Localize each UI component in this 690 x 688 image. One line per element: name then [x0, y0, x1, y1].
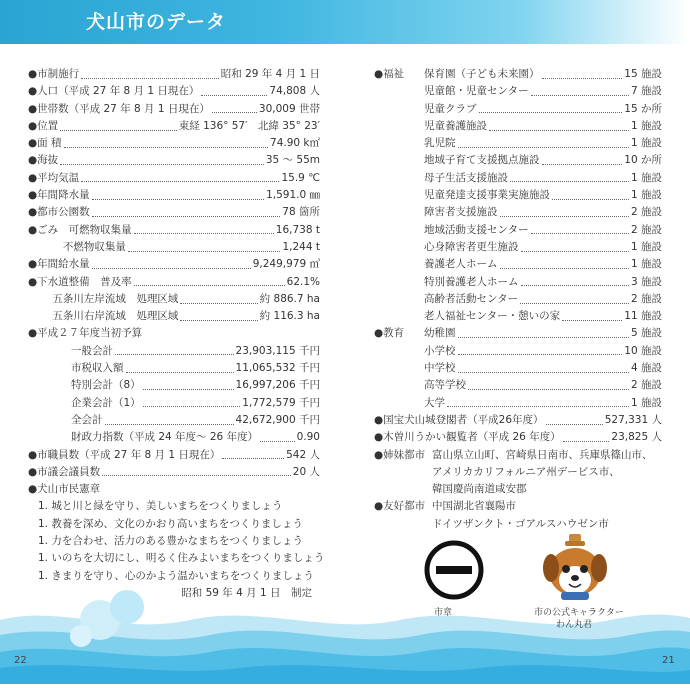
- welfare-row: [374, 239, 662, 256]
- sister-line: 富山県立山町、宮崎県日南市、兵庫県篠山市、: [432, 448, 653, 461]
- leader-dots: [92, 198, 264, 200]
- stat-row-value: 35 ～ 55m: [265, 154, 320, 167]
- leader-dots: [521, 284, 629, 286]
- leader-dots: [143, 388, 234, 390]
- visitor-row: [374, 429, 662, 446]
- welfare-row-value: 7 施設: [630, 85, 662, 98]
- stat-row-label: ●人口（平成 27 年 8 月 1 日現在）: [28, 85, 200, 98]
- seal-label: 市章: [434, 608, 453, 618]
- budget-title: ●平成２７年度当初予算: [28, 327, 143, 340]
- education-row: [374, 395, 662, 412]
- leader-dots: [115, 353, 234, 355]
- welfare-row: [374, 222, 662, 239]
- leader-dots: [542, 77, 623, 79]
- page-title: 犬山市のデータ: [86, 11, 227, 33]
- charter-line: 1. いのちを大切にし、明るく住みよいまちをつくりましょう: [38, 552, 325, 565]
- budget-row: [28, 343, 320, 360]
- budget-row: [28, 395, 320, 412]
- leader-dots: [180, 302, 257, 304]
- stat-row: [28, 239, 320, 256]
- stat-row: [28, 308, 320, 325]
- welfare-row: [374, 308, 662, 325]
- visitor-row: [374, 412, 662, 429]
- leader-dots: [458, 146, 629, 148]
- leader-dots: [562, 319, 622, 321]
- welfare-row-value: 10 か所: [624, 154, 662, 167]
- leader-dots: [212, 111, 257, 113]
- staff-row-value: 20 人: [292, 465, 320, 478]
- education-label: ●教育: [374, 327, 405, 340]
- welfare-row-label: 養護老人ホーム: [424, 258, 498, 271]
- stat-row-label: ●面 積: [28, 137, 62, 150]
- leader-dots: [500, 267, 629, 269]
- leader-dots: [521, 250, 629, 252]
- stat-row-label: ●海抜: [28, 154, 59, 167]
- education-row-value: 4 施設: [630, 362, 662, 375]
- leader-dots: [64, 146, 269, 148]
- leader-dots: [500, 215, 629, 217]
- budget-row: [28, 429, 320, 446]
- visitor-row-label: ●木曽川うかい観覧者（平成 26 年度）: [374, 431, 561, 444]
- stat-row-label: ●世帯数（平成 27 年 8 月 1 日現在）: [28, 102, 210, 115]
- stat-row-label: 不燃物収集量: [28, 240, 126, 253]
- welfare-row-label: 児童館・児童センター: [424, 85, 529, 98]
- bubble-decoration: [110, 590, 144, 624]
- budget-row: [28, 412, 320, 429]
- budget-row: [28, 360, 320, 377]
- welfare-row: [374, 204, 662, 221]
- leader-dots: [128, 250, 281, 252]
- stat-row-label: ●平均気温: [28, 171, 80, 184]
- page-number-right: 21: [662, 655, 675, 666]
- welfare-row-label: 障害者支援施設: [424, 206, 498, 219]
- stat-row-value: 約 116.3 ha: [259, 310, 320, 323]
- stat-row-value: 9,249,979 ㎥: [252, 258, 320, 271]
- stat-row-label: 五条川右岸流域 処理区域: [28, 310, 179, 323]
- stat-row-value: 62.1%: [286, 275, 320, 288]
- welfare-row-value: 2 施設: [630, 223, 662, 236]
- welfare-row-value: 1 施設: [630, 119, 662, 132]
- friend-line: ドイツザンクト・ゴアルスハウゼン市: [432, 517, 609, 530]
- welfare-row-label: 保育園（子ども未来園）: [424, 68, 540, 80]
- staff-row: [28, 464, 320, 481]
- welfare-row-value: 15 か所: [624, 102, 662, 115]
- staff-row-value: 542 人: [286, 448, 320, 461]
- stat-row-value: 74,808 人: [269, 85, 320, 98]
- budget-row-value: 16,997,206 千円: [235, 379, 320, 392]
- stat-row-value: 東経 136° 57′ 北緯 35° 23′: [178, 119, 320, 132]
- welfare-row-value: 3 施設: [630, 275, 662, 288]
- leader-dots: [479, 111, 623, 113]
- leader-dots: [489, 129, 629, 131]
- charter-line: 1. きまりを守り、心のかよう温かいまちをつくりましょう: [38, 569, 314, 582]
- stat-row-value: 1,244 t: [282, 240, 320, 253]
- welfare-row-label: 特別養護老人ホーム: [424, 275, 519, 288]
- leader-dots: [458, 353, 623, 355]
- charter-date: 昭和 59 年 4 月 1 日 制定: [181, 586, 312, 599]
- bubble-decoration: [70, 625, 92, 647]
- education-row-value: 10 施設: [624, 344, 662, 357]
- leader-dots: [563, 440, 610, 442]
- charter-title: ●犬山市民憲章: [28, 483, 101, 496]
- education-row-label: 高等学校: [424, 379, 466, 392]
- staff-row-label: ●市議会議員数: [28, 465, 101, 478]
- welfare-row-value: 15 施設: [624, 68, 662, 80]
- sister-cities: [374, 447, 662, 464]
- visitor-row-label: ●国宝犬山城登閣者（平成26年度）: [374, 413, 544, 426]
- charter-line: 1. 教養を深め、文化のかおり高いまちをつくりましょう: [38, 517, 303, 530]
- welfare-row-label: 高齢者活動センター: [424, 292, 519, 305]
- leader-dots: [222, 457, 284, 459]
- leader-dots: [458, 371, 629, 373]
- leader-dots: [134, 232, 274, 234]
- leader-dots: [105, 423, 234, 425]
- leader-dots: [552, 198, 629, 200]
- leader-dots: [510, 180, 629, 182]
- staff-row-label: ●市職員数（平成 27 年 8 月 1 日現在）: [28, 448, 221, 461]
- leader-dots: [542, 163, 623, 165]
- welfare-row-label: 児童養護施設: [424, 119, 487, 132]
- stat-row-label: ●都市公園数: [28, 206, 90, 219]
- welfare-label: ●福祉: [374, 68, 405, 80]
- stat-row-value: 74.90 k㎡: [270, 137, 320, 150]
- welfare-row: [374, 152, 662, 169]
- welfare-row-value: 1 施設: [630, 171, 662, 184]
- right-column: [374, 66, 662, 533]
- stat-row: [28, 187, 320, 204]
- leader-dots: [126, 371, 234, 373]
- education-row-label: 大学: [424, 396, 445, 409]
- leader-dots: [81, 77, 219, 79]
- stat-row-value: 約 886.7 ha: [259, 292, 320, 305]
- stat-row: [28, 291, 320, 308]
- page-number-left: 22: [14, 655, 27, 666]
- stat-row-value: 1,591.0 ㎜: [266, 189, 320, 202]
- welfare-row-label: 地域子育て支援拠点施設: [424, 154, 540, 167]
- staff-row: [28, 447, 320, 464]
- stat-row: [28, 135, 320, 152]
- visitor-row-value: 527,331 人: [604, 413, 662, 426]
- mascot-label: 市の公式キャラクター: [534, 608, 624, 618]
- leader-dots: [60, 163, 264, 165]
- stat-row: [28, 101, 320, 118]
- charter-line: 1. 城と川と緑を守り、美しいまちをつくりましょう: [38, 500, 283, 513]
- stat-row-label: ●ごみ 可燃物収集量: [28, 223, 132, 236]
- stat-row: [28, 274, 320, 291]
- budget-row-label: 全会計: [71, 413, 103, 426]
- education-row-value: 1 施設: [630, 396, 662, 409]
- welfare-row: [374, 187, 662, 204]
- leader-dots: [143, 405, 241, 407]
- stat-row-value: 16,738 t: [275, 223, 320, 236]
- city-seal-icon: [424, 540, 484, 600]
- stat-row-value: 30,009 世帯: [258, 102, 320, 115]
- friend-cities: [374, 498, 662, 515]
- sister-line: アメリカカリフォルニア州デービス市、: [432, 465, 620, 478]
- leader-dots: [180, 319, 257, 321]
- leader-dots: [546, 423, 603, 425]
- budget-row: [28, 377, 320, 394]
- leader-dots: [134, 284, 285, 286]
- stat-row-label: ●下水道整備 普及率: [28, 275, 132, 288]
- stat-row-label: 五条川左岸流域 処理区域: [28, 292, 179, 305]
- education-row-value: 5 施設: [630, 327, 662, 340]
- welfare-row-value: 1 施設: [630, 240, 662, 253]
- budget-row-label: 財政力指数（平成 24 年度～ 26 年度）: [71, 431, 259, 444]
- stat-row: [28, 152, 320, 169]
- budget-row-label: 企業会計（1）: [71, 396, 141, 409]
- stat-row: [28, 83, 320, 100]
- stat-row: [28, 222, 320, 239]
- budget-row-value: 42,672,900 千円: [235, 413, 320, 426]
- education-row: [374, 377, 662, 394]
- stat-row-value: 昭和 29 年 4 月 1 日: [220, 68, 320, 80]
- stat-row-value: 15.9 ℃: [281, 171, 320, 184]
- stat-row: [28, 256, 320, 273]
- welfare-row-value: 1 施設: [630, 137, 662, 150]
- stat-row: [28, 204, 320, 221]
- welfare-row: [374, 83, 662, 100]
- welfare-row-value: 2 施設: [630, 292, 662, 305]
- leader-dots: [102, 474, 291, 476]
- welfare-row-label: 児童発達支援事業実施施設: [424, 189, 550, 202]
- welfare-row-label: 老人福祉センター・憩いの家: [424, 310, 561, 323]
- stat-row: [28, 118, 320, 135]
- welfare-row-value: 1 施設: [630, 258, 662, 271]
- friend-label: ●友好都市: [374, 500, 426, 513]
- welfare-row-value: 2 施設: [630, 206, 662, 219]
- leader-dots: [520, 302, 629, 304]
- education-row-label: 中学校: [424, 362, 456, 375]
- mascot-icon: [543, 534, 607, 602]
- welfare-row-label: 乳児院: [424, 137, 456, 150]
- welfare-row-label: 地域活動支援センター: [424, 223, 529, 236]
- sister-label: ●姉妹都市: [374, 448, 426, 461]
- stat-row-label: ●位置: [28, 119, 59, 132]
- visitor-row-value: 23,825 人: [611, 431, 662, 444]
- education-row: [374, 325, 662, 342]
- budget-row-label: 特別会計（8）: [71, 379, 141, 392]
- welfare-row: [374, 291, 662, 308]
- education-row-label: 幼稚園: [424, 327, 456, 340]
- left-column: [28, 66, 325, 602]
- leader-dots: [531, 232, 629, 234]
- leader-dots: [201, 94, 267, 96]
- leader-dots: [531, 94, 629, 96]
- budget-row-label: 市税収入額: [71, 362, 124, 375]
- leader-dots: [92, 267, 251, 269]
- welfare-row: [374, 66, 662, 83]
- stat-row: [28, 170, 320, 187]
- education-row-label: 小学校: [424, 344, 456, 357]
- welfare-row: [374, 256, 662, 273]
- leader-dots: [92, 215, 281, 217]
- education-row: [374, 343, 662, 360]
- welfare-row-value: 1 施設: [630, 189, 662, 202]
- budget-row-label: 一般会計: [71, 344, 113, 357]
- education-row: [374, 360, 662, 377]
- stat-row: [28, 66, 320, 83]
- mascot-name: わん丸君: [556, 620, 593, 630]
- welfare-row: [374, 135, 662, 152]
- budget-row-value: 0.90: [296, 431, 320, 444]
- stat-row-value: 78 箇所: [282, 206, 320, 219]
- sister-line: 韓国慶尚南道咸安郡: [432, 483, 527, 496]
- welfare-row-label: 児童クラブ: [424, 102, 477, 115]
- education-row-value: 2 施設: [630, 379, 662, 392]
- welfare-row-value: 11 施設: [624, 310, 662, 323]
- welfare-row-label: 心身障害者更生施設: [424, 240, 519, 253]
- leader-dots: [468, 388, 629, 390]
- welfare-row-label: 母子生活支援施設: [424, 171, 508, 184]
- friend-line: 中国湖北省襄陽市: [432, 500, 516, 513]
- budget-row-value: 1,772,579 千円: [242, 396, 320, 409]
- leader-dots: [447, 405, 629, 407]
- welfare-row: [374, 101, 662, 118]
- budget-row-value: 23,903,115 千円: [235, 344, 320, 357]
- leader-dots: [81, 180, 279, 182]
- budget-row-value: 11,065,532 千円: [235, 362, 320, 375]
- welfare-row: [374, 274, 662, 291]
- stat-row-label: ●市制施行: [28, 68, 80, 80]
- leader-dots: [260, 440, 295, 442]
- welfare-row: [374, 170, 662, 187]
- leader-dots: [60, 129, 177, 131]
- leader-dots: [458, 336, 629, 338]
- welfare-row: [374, 118, 662, 135]
- stat-row-label: ●年間降水量: [28, 189, 90, 202]
- charter-line: 1. 力を合わせ、活力のある豊かなまちをつくりましょう: [38, 535, 304, 548]
- stat-row-label: ●年間給水量: [28, 258, 90, 271]
